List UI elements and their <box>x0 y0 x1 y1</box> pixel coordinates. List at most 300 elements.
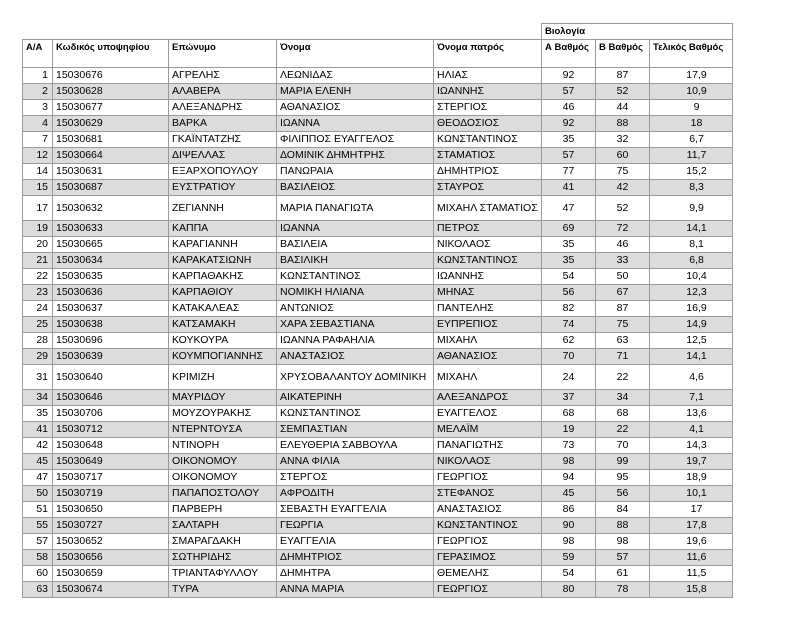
cell-surname: ΚΟΥΚΟΥΡΑ <box>169 333 277 349</box>
cell-name: ΔΗΜΗΤΡΑ <box>277 566 434 582</box>
cell-final: 14,9 <box>650 317 733 333</box>
cell-code: 15030676 <box>53 68 169 84</box>
column-header-row <box>23 40 733 68</box>
cell-name: ΑΙΚΑΤΕΡΙΝΗ <box>277 390 434 406</box>
cell-surname: ΚΑΤΑΚΑΛΕΑΣ <box>169 301 277 317</box>
cell-final: 17,9 <box>650 68 733 84</box>
col-father-header: Όνομα πατρός <box>434 40 542 68</box>
cell-code: 15030656 <box>53 550 169 566</box>
cell-grade-b: 44 <box>596 100 650 116</box>
cell-final: 11,7 <box>650 148 733 164</box>
cell-code: 15030650 <box>53 502 169 518</box>
cell-final: 17 <box>650 502 733 518</box>
cell-final: 19,7 <box>650 454 733 470</box>
cell-grade-b: 84 <box>596 502 650 518</box>
cell-grade-b: 60 <box>596 148 650 164</box>
cell-father: ΠΑΝΑΓΙΩΤΗΣ <box>434 438 542 454</box>
cell-aa: 47 <box>23 470 53 486</box>
cell-final: 12,5 <box>650 333 733 349</box>
cell-grade-a: 35 <box>542 237 596 253</box>
cell-grade-b: 57 <box>596 550 650 566</box>
table-row <box>23 502 733 518</box>
cell-name: ΠΑΝΩΡΑΙΑ <box>277 164 434 180</box>
table-row <box>23 164 733 180</box>
cell-father: ΜΙΧΑΗΛ <box>434 333 542 349</box>
cell-father: ΚΩΝΣΤΑΝΤΙΝΟΣ <box>434 132 542 148</box>
cell-grade-a: 92 <box>542 68 596 84</box>
cell-surname: ΚΡΙΜΙΖΗ <box>169 365 277 390</box>
cell-father: ΘΕΟΔΟΣΙΟΣ <box>434 116 542 132</box>
cell-aa: 3 <box>23 100 53 116</box>
cell-code: 15030681 <box>53 132 169 148</box>
cell-code: 15030633 <box>53 221 169 237</box>
cell-grade-b: 88 <box>596 518 650 534</box>
cell-father: ΓΕΡΑΣΙΜΟΣ <box>434 550 542 566</box>
table-row <box>23 100 733 116</box>
cell-final: 14,1 <box>650 349 733 365</box>
cell-name: ΚΩΝΣΤΑΝΤΙΝΟΣ <box>277 406 434 422</box>
cell-grade-b: 87 <box>596 68 650 84</box>
table-row <box>23 582 733 598</box>
cell-surname: ΤΡΙΑΝΤΑΦΥΛΛΟΥ <box>169 566 277 582</box>
cell-grade-a: 77 <box>542 164 596 180</box>
cell-grade-a: 73 <box>542 438 596 454</box>
cell-father: ΔΗΜΗΤΡΙΟΣ <box>434 164 542 180</box>
cell-name: ΒΑΣΙΛΙΚΗ <box>277 253 434 269</box>
cell-final: 10,4 <box>650 269 733 285</box>
cell-name: ΒΑΣΙΛΕΙΟΣ <box>277 180 434 196</box>
table-row <box>23 317 733 333</box>
cell-final: 14,3 <box>650 438 733 454</box>
cell-final: 4,6 <box>650 365 733 390</box>
cell-grade-a: 54 <box>542 269 596 285</box>
cell-surname: ΕΥΣΤΡΑΤΙΟΥ <box>169 180 277 196</box>
cell-final: 6,8 <box>650 253 733 269</box>
cell-final: 8,1 <box>650 237 733 253</box>
cell-name: ΣΕΜΠΑΣΤΙΑΝ <box>277 422 434 438</box>
cell-surname: ΖΕΓΙΑΝΝΗ <box>169 196 277 221</box>
cell-name: ΜΑΡΙΑ ΕΛΕΝΗ <box>277 84 434 100</box>
cell-grade-a: 90 <box>542 518 596 534</box>
cell-grade-b: 46 <box>596 237 650 253</box>
table-row <box>23 470 733 486</box>
table-row <box>23 518 733 534</box>
table-row <box>23 237 733 253</box>
cell-father: ΣΤΕΡΓΙΟΣ <box>434 100 542 116</box>
cell-father: ΘΕΜΕΛΗΣ <box>434 566 542 582</box>
cell-surname: ΒΑΡΚΑ <box>169 116 277 132</box>
cell-grade-a: 62 <box>542 333 596 349</box>
cell-name: ΔΗΜΗΤΡΙΟΣ <box>277 550 434 566</box>
cell-name: ΛΕΩΝΙΔΑΣ <box>277 68 434 84</box>
cell-code: 15030648 <box>53 438 169 454</box>
cell-code: 15030640 <box>53 365 169 390</box>
cell-name: ΑΝΑΣΤΑΣΙΟΣ <box>277 349 434 365</box>
cell-aa: 34 <box>23 390 53 406</box>
cell-grade-b: 87 <box>596 301 650 317</box>
cell-grade-b: 33 <box>596 253 650 269</box>
cell-surname: ΚΑΡΠΑΘΙΟΥ <box>169 285 277 301</box>
table-row <box>23 438 733 454</box>
cell-surname: ΑΛΑΒΕΡΑ <box>169 84 277 100</box>
table-row <box>23 365 733 390</box>
table-row <box>23 349 733 365</box>
cell-aa: 41 <box>23 422 53 438</box>
cell-name: ΦΙΛΙΠΠΟΣ ΕΥΑΓΓΕΛΟΣ <box>277 132 434 148</box>
cell-father: ΑΝΑΣΤΑΣΙΟΣ <box>434 502 542 518</box>
cell-father: ΚΩΝΣΤΑΝΤΙΝΟΣ <box>434 253 542 269</box>
cell-surname: ΚΑΡΑΚΑΤΣΙΩΝΗ <box>169 253 277 269</box>
cell-surname: ΚΑΡΑΓΙΑΝΝΗ <box>169 237 277 253</box>
cell-aa: 12 <box>23 148 53 164</box>
cell-aa: 23 <box>23 285 53 301</box>
cell-grade-a: 19 <box>542 422 596 438</box>
cell-grade-b: 52 <box>596 196 650 221</box>
cell-father: ΕΥΑΓΓΕΛΟΣ <box>434 406 542 422</box>
cell-aa: 63 <box>23 582 53 598</box>
cell-final: 14,1 <box>650 221 733 237</box>
cell-father: ΣΤΕΦΑΝΟΣ <box>434 486 542 502</box>
cell-name: ΑΝΤΩΝΙΟΣ <box>277 301 434 317</box>
cell-grade-a: 41 <box>542 180 596 196</box>
cell-grade-b: 99 <box>596 454 650 470</box>
col-grade-a-header: Α Βαθμός <box>542 40 596 68</box>
cell-aa: 19 <box>23 221 53 237</box>
cell-father: ΣΤΑΥΡΟΣ <box>434 180 542 196</box>
cell-final: 12,3 <box>650 285 733 301</box>
cell-final: 10,1 <box>650 486 733 502</box>
cell-grade-a: 86 <box>542 502 596 518</box>
table-row <box>23 180 733 196</box>
table-row <box>23 406 733 422</box>
table-row <box>23 221 733 237</box>
cell-aa: 20 <box>23 237 53 253</box>
cell-surname: ΣΩΤΗΡΙΔΗΣ <box>169 550 277 566</box>
cell-grade-a: 74 <box>542 317 596 333</box>
cell-name: ΒΑΣΙΛΕΙΑ <box>277 237 434 253</box>
cell-grade-a: 37 <box>542 390 596 406</box>
cell-code: 15030706 <box>53 406 169 422</box>
cell-grade-a: 35 <box>542 132 596 148</box>
cell-name: ΝΟΜΙΚΗ ΗΛΙΑΝΑ <box>277 285 434 301</box>
cell-final: 13,6 <box>650 406 733 422</box>
cell-code: 15030652 <box>53 534 169 550</box>
cell-aa: 60 <box>23 566 53 582</box>
cell-code: 15030717 <box>53 470 169 486</box>
cell-name: ΕΛΕΥΘΕΡΙΑ ΣΑΒΒΟΥΛΑ <box>277 438 434 454</box>
cell-father: ΠΑΝΤΕΛΗΣ <box>434 301 542 317</box>
cell-grade-a: 56 <box>542 285 596 301</box>
cell-code: 15030719 <box>53 486 169 502</box>
cell-code: 15030646 <box>53 390 169 406</box>
cell-grade-b: 98 <box>596 534 650 550</box>
cell-aa: 7 <box>23 132 53 148</box>
cell-aa: 21 <box>23 253 53 269</box>
table-row <box>23 550 733 566</box>
cell-final: 18 <box>650 116 733 132</box>
cell-final: 6,7 <box>650 132 733 148</box>
table-row <box>23 390 733 406</box>
cell-final: 9 <box>650 100 733 116</box>
cell-name: ΑΦΡΟΔΙΤΗ <box>277 486 434 502</box>
table-row <box>23 566 733 582</box>
cell-code: 15030636 <box>53 285 169 301</box>
cell-code: 15030687 <box>53 180 169 196</box>
cell-aa: 24 <box>23 301 53 317</box>
cell-aa: 22 <box>23 269 53 285</box>
cell-grade-a: 94 <box>542 470 596 486</box>
cell-father: ΜΕΛΑΪΜ <box>434 422 542 438</box>
cell-aa: 28 <box>23 333 53 349</box>
cell-surname: ΟΙΚΟΝΟΜΟΥ <box>169 454 277 470</box>
cell-aa: 14 <box>23 164 53 180</box>
table-row <box>23 454 733 470</box>
cell-final: 11,5 <box>650 566 733 582</box>
cell-aa: 45 <box>23 454 53 470</box>
col-aa-header: Α/Α <box>23 40 53 68</box>
col-code-header: Κωδικός υποψηφίου <box>53 40 169 68</box>
cell-father: ΓΕΩΡΓΙΟΣ <box>434 582 542 598</box>
cell-grade-a: 82 <box>542 301 596 317</box>
cell-surname: ΚΟΥΜΠΟΓΙΑΝΝΗΣ <box>169 349 277 365</box>
cell-aa: 55 <box>23 518 53 534</box>
cell-grade-a: 47 <box>542 196 596 221</box>
cell-father: ΝΙΚΟΛΑΟΣ <box>434 454 542 470</box>
cell-surname: ΝΤΕΡΝΤΟΥΣΑ <box>169 422 277 438</box>
cell-grade-a: 98 <box>542 534 596 550</box>
cell-aa: 35 <box>23 406 53 422</box>
cell-code: 15030664 <box>53 148 169 164</box>
cell-code: 15030638 <box>53 317 169 333</box>
cell-final: 17,8 <box>650 518 733 534</box>
table-body <box>23 68 733 598</box>
cell-code: 15030696 <box>53 333 169 349</box>
cell-grade-b: 75 <box>596 317 650 333</box>
cell-name: ΧΑΡΑ ΣΕΒΑΣΤΙΑΝΑ <box>277 317 434 333</box>
cell-surname: ΕΞΑΡΧΟΠΟΥΛΟΥ <box>169 164 277 180</box>
cell-name: ΣΤΕΡΓΟΣ <box>277 470 434 486</box>
cell-father: ΚΩΝΣΤΑΝΤΙΝΟΣ <box>434 518 542 534</box>
cell-aa: 58 <box>23 550 53 566</box>
cell-grade-b: 71 <box>596 349 650 365</box>
cell-father: ΠΕΤΡΟΣ <box>434 221 542 237</box>
cell-grade-b: 63 <box>596 333 650 349</box>
cell-final: 18,9 <box>650 470 733 486</box>
cell-father: ΕΥΠΡΕΠΙΟΣ <box>434 317 542 333</box>
cell-grade-b: 67 <box>596 285 650 301</box>
cell-surname: ΤΥΡΑ <box>169 582 277 598</box>
table-row <box>23 486 733 502</box>
cell-surname: ΟΙΚΟΝΟΜΟΥ <box>169 470 277 486</box>
table-row <box>23 68 733 84</box>
cell-aa: 17 <box>23 196 53 221</box>
cell-father: ΙΩΑΝΝΗΣ <box>434 269 542 285</box>
cell-grade-b: 78 <box>596 582 650 598</box>
cell-name: ΜΑΡΙΑ ΠΑΝΑΓΙΩΤΑ <box>277 196 434 221</box>
cell-father: ΜΗΝΑΣ <box>434 285 542 301</box>
cell-code: 15030665 <box>53 237 169 253</box>
cell-code: 15030634 <box>53 253 169 269</box>
cell-grade-b: 50 <box>596 269 650 285</box>
cell-code: 15030637 <box>53 301 169 317</box>
subject-header-row <box>23 24 733 40</box>
cell-father: ΗΛΙΑΣ <box>434 68 542 84</box>
table-row <box>23 132 733 148</box>
cell-surname: ΔΙΨΕΛΛΑΣ <box>169 148 277 164</box>
cell-surname: ΠΑΠΑΠΟΣΤΟΛΟΥ <box>169 486 277 502</box>
table-row <box>23 116 733 132</box>
table-row <box>23 148 733 164</box>
cell-aa: 29 <box>23 349 53 365</box>
cell-aa: 1 <box>23 68 53 84</box>
cell-surname: ΚΑΠΠΑ <box>169 221 277 237</box>
col-surname-header: Επώνυμο <box>169 40 277 68</box>
cell-final: 19,6 <box>650 534 733 550</box>
cell-grade-b: 75 <box>596 164 650 180</box>
cell-grade-b: 42 <box>596 180 650 196</box>
table-row <box>23 422 733 438</box>
cell-code: 15030639 <box>53 349 169 365</box>
cell-name: ΓΕΩΡΓΙΑ <box>277 518 434 534</box>
cell-aa: 50 <box>23 486 53 502</box>
cell-name: ΑΝΝΑ ΦΙΛΙΑ <box>277 454 434 470</box>
cell-code: 15030674 <box>53 582 169 598</box>
cell-grade-b: 34 <box>596 390 650 406</box>
cell-grade-b: 61 <box>596 566 650 582</box>
col-name-header: Όνομα <box>277 40 434 68</box>
cell-father: ΜΙΧΑΗΛ <box>434 365 542 390</box>
cell-name: ΙΩΑΝΝΑ <box>277 221 434 237</box>
table-row <box>23 333 733 349</box>
cell-aa: 42 <box>23 438 53 454</box>
cell-final: 16,9 <box>650 301 733 317</box>
cell-final: 15,8 <box>650 582 733 598</box>
cell-grade-b: 32 <box>596 132 650 148</box>
cell-aa: 25 <box>23 317 53 333</box>
cell-name: ΣΕΒΑΣΤΗ ΕΥΑΓΓΕΛΙΑ <box>277 502 434 518</box>
cell-name: ΚΩΝΣΤΑΝΤΙΝΟΣ <box>277 269 434 285</box>
cell-name: ΔΟΜΙΝΙΚ ΔΗΜΗΤΡΗΣ <box>277 148 434 164</box>
col-grade-b-header: Β Βαθμός <box>596 40 650 68</box>
cell-aa: 31 <box>23 365 53 390</box>
table-row <box>23 285 733 301</box>
cell-name: ΕΥΑΓΓΕΛΙΑ <box>277 534 434 550</box>
cell-grade-b: 70 <box>596 438 650 454</box>
cell-surname: ΓΚΑΪΝΤΑΤΖΗΣ <box>169 132 277 148</box>
cell-surname: ΑΛΕΞΑΝΔΡΗΣ <box>169 100 277 116</box>
cell-code: 15030629 <box>53 116 169 132</box>
cell-name: ΧΡΥΣΟΒΑΛΑΝΤΟΥ ΔΟΜΙΝΙΚΗ <box>277 365 434 390</box>
cell-grade-b: 52 <box>596 84 650 100</box>
cell-surname: ΣΜΑΡΑΓΔΑΚΗ <box>169 534 277 550</box>
cell-grade-b: 88 <box>596 116 650 132</box>
cell-grade-a: 59 <box>542 550 596 566</box>
cell-aa: 15 <box>23 180 53 196</box>
cell-aa: 4 <box>23 116 53 132</box>
cell-aa: 57 <box>23 534 53 550</box>
cell-grade-a: 57 <box>542 148 596 164</box>
cell-code: 15030632 <box>53 196 169 221</box>
cell-grade-a: 92 <box>542 116 596 132</box>
cell-grade-b: 56 <box>596 486 650 502</box>
cell-grade-a: 57 <box>542 84 596 100</box>
table-row <box>23 269 733 285</box>
cell-grade-a: 98 <box>542 454 596 470</box>
cell-final: 9,9 <box>650 196 733 221</box>
cell-final: 11,6 <box>650 550 733 566</box>
cell-aa: 2 <box>23 84 53 100</box>
cell-code: 15030628 <box>53 84 169 100</box>
table-row <box>23 196 733 221</box>
cell-grade-a: 54 <box>542 566 596 582</box>
cell-surname: ΣΑΛΤΑΡΗ <box>169 518 277 534</box>
cell-final: 8,3 <box>650 180 733 196</box>
cell-father: ΑΛΕΞΑΝΔΡΟΣ <box>434 390 542 406</box>
cell-grade-b: 72 <box>596 221 650 237</box>
cell-surname: ΜΑΥΡΙΔΟΥ <box>169 390 277 406</box>
table-row <box>23 84 733 100</box>
cell-grade-b: 22 <box>596 365 650 390</box>
cell-grade-a: 80 <box>542 582 596 598</box>
cell-grade-b: 22 <box>596 422 650 438</box>
subject-header: Βιολογία <box>542 24 733 40</box>
cell-father: ΓΕΩΡΓΙΟΣ <box>434 534 542 550</box>
cell-code: 15030659 <box>53 566 169 582</box>
cell-father: ΝΙΚΟΛΑΟΣ <box>434 237 542 253</box>
cell-name: ΑΘΑΝΑΣΙΟΣ <box>277 100 434 116</box>
cell-grade-a: 35 <box>542 253 596 269</box>
cell-father: ΓΕΩΡΓΙΟΣ <box>434 470 542 486</box>
cell-father: ΜΙΧΑΗΛ ΣΤΑΜΑΤΙΟΣ <box>434 196 542 221</box>
cell-code: 15030727 <box>53 518 169 534</box>
table-row <box>23 534 733 550</box>
cell-grade-a: 45 <box>542 486 596 502</box>
cell-grade-a: 70 <box>542 349 596 365</box>
cell-final: 4,1 <box>650 422 733 438</box>
cell-surname: ΚΑΤΣΑΜΑΚΗ <box>169 317 277 333</box>
cell-name: ΑΝΝΑ ΜΑΡΙΑ <box>277 582 434 598</box>
cell-code: 15030631 <box>53 164 169 180</box>
col-final-header: Τελικός Βαθμός <box>650 40 733 68</box>
cell-surname: ΑΓΡΕΛΗΣ <box>169 68 277 84</box>
cell-surname: ΚΑΡΠΑΘΑΚΗΣ <box>169 269 277 285</box>
cell-code: 15030649 <box>53 454 169 470</box>
cell-grade-a: 69 <box>542 221 596 237</box>
cell-father: ΣΤΑΜΑΤΙΟΣ <box>434 148 542 164</box>
cell-name: ΙΩΑΝΝΑ ΡΑΦΑΗΛΙΑ <box>277 333 434 349</box>
cell-grade-a: 46 <box>542 100 596 116</box>
cell-final: 15,2 <box>650 164 733 180</box>
grades-table <box>22 23 733 598</box>
cell-grade-b: 68 <box>596 406 650 422</box>
cell-final: 7,1 <box>650 390 733 406</box>
cell-grade-a: 24 <box>542 365 596 390</box>
cell-father: ΑΘΑΝΑΣΙΟΣ <box>434 349 542 365</box>
cell-aa: 51 <box>23 502 53 518</box>
cell-code: 15030635 <box>53 269 169 285</box>
cell-surname: ΝΤΙΝΟΡΗ <box>169 438 277 454</box>
table-row <box>23 253 733 269</box>
cell-surname: ΜΟΥΖΟΥΡΑΚΗΣ <box>169 406 277 422</box>
table-row <box>23 301 733 317</box>
cell-grade-b: 95 <box>596 470 650 486</box>
cell-grade-a: 68 <box>542 406 596 422</box>
cell-surname: ΠΑΡΒΕΡΗ <box>169 502 277 518</box>
cell-father: ΙΩΑΝΝΗΣ <box>434 84 542 100</box>
cell-code: 15030712 <box>53 422 169 438</box>
cell-name: ΙΩΑΝΝΑ <box>277 116 434 132</box>
cell-code: 15030677 <box>53 100 169 116</box>
